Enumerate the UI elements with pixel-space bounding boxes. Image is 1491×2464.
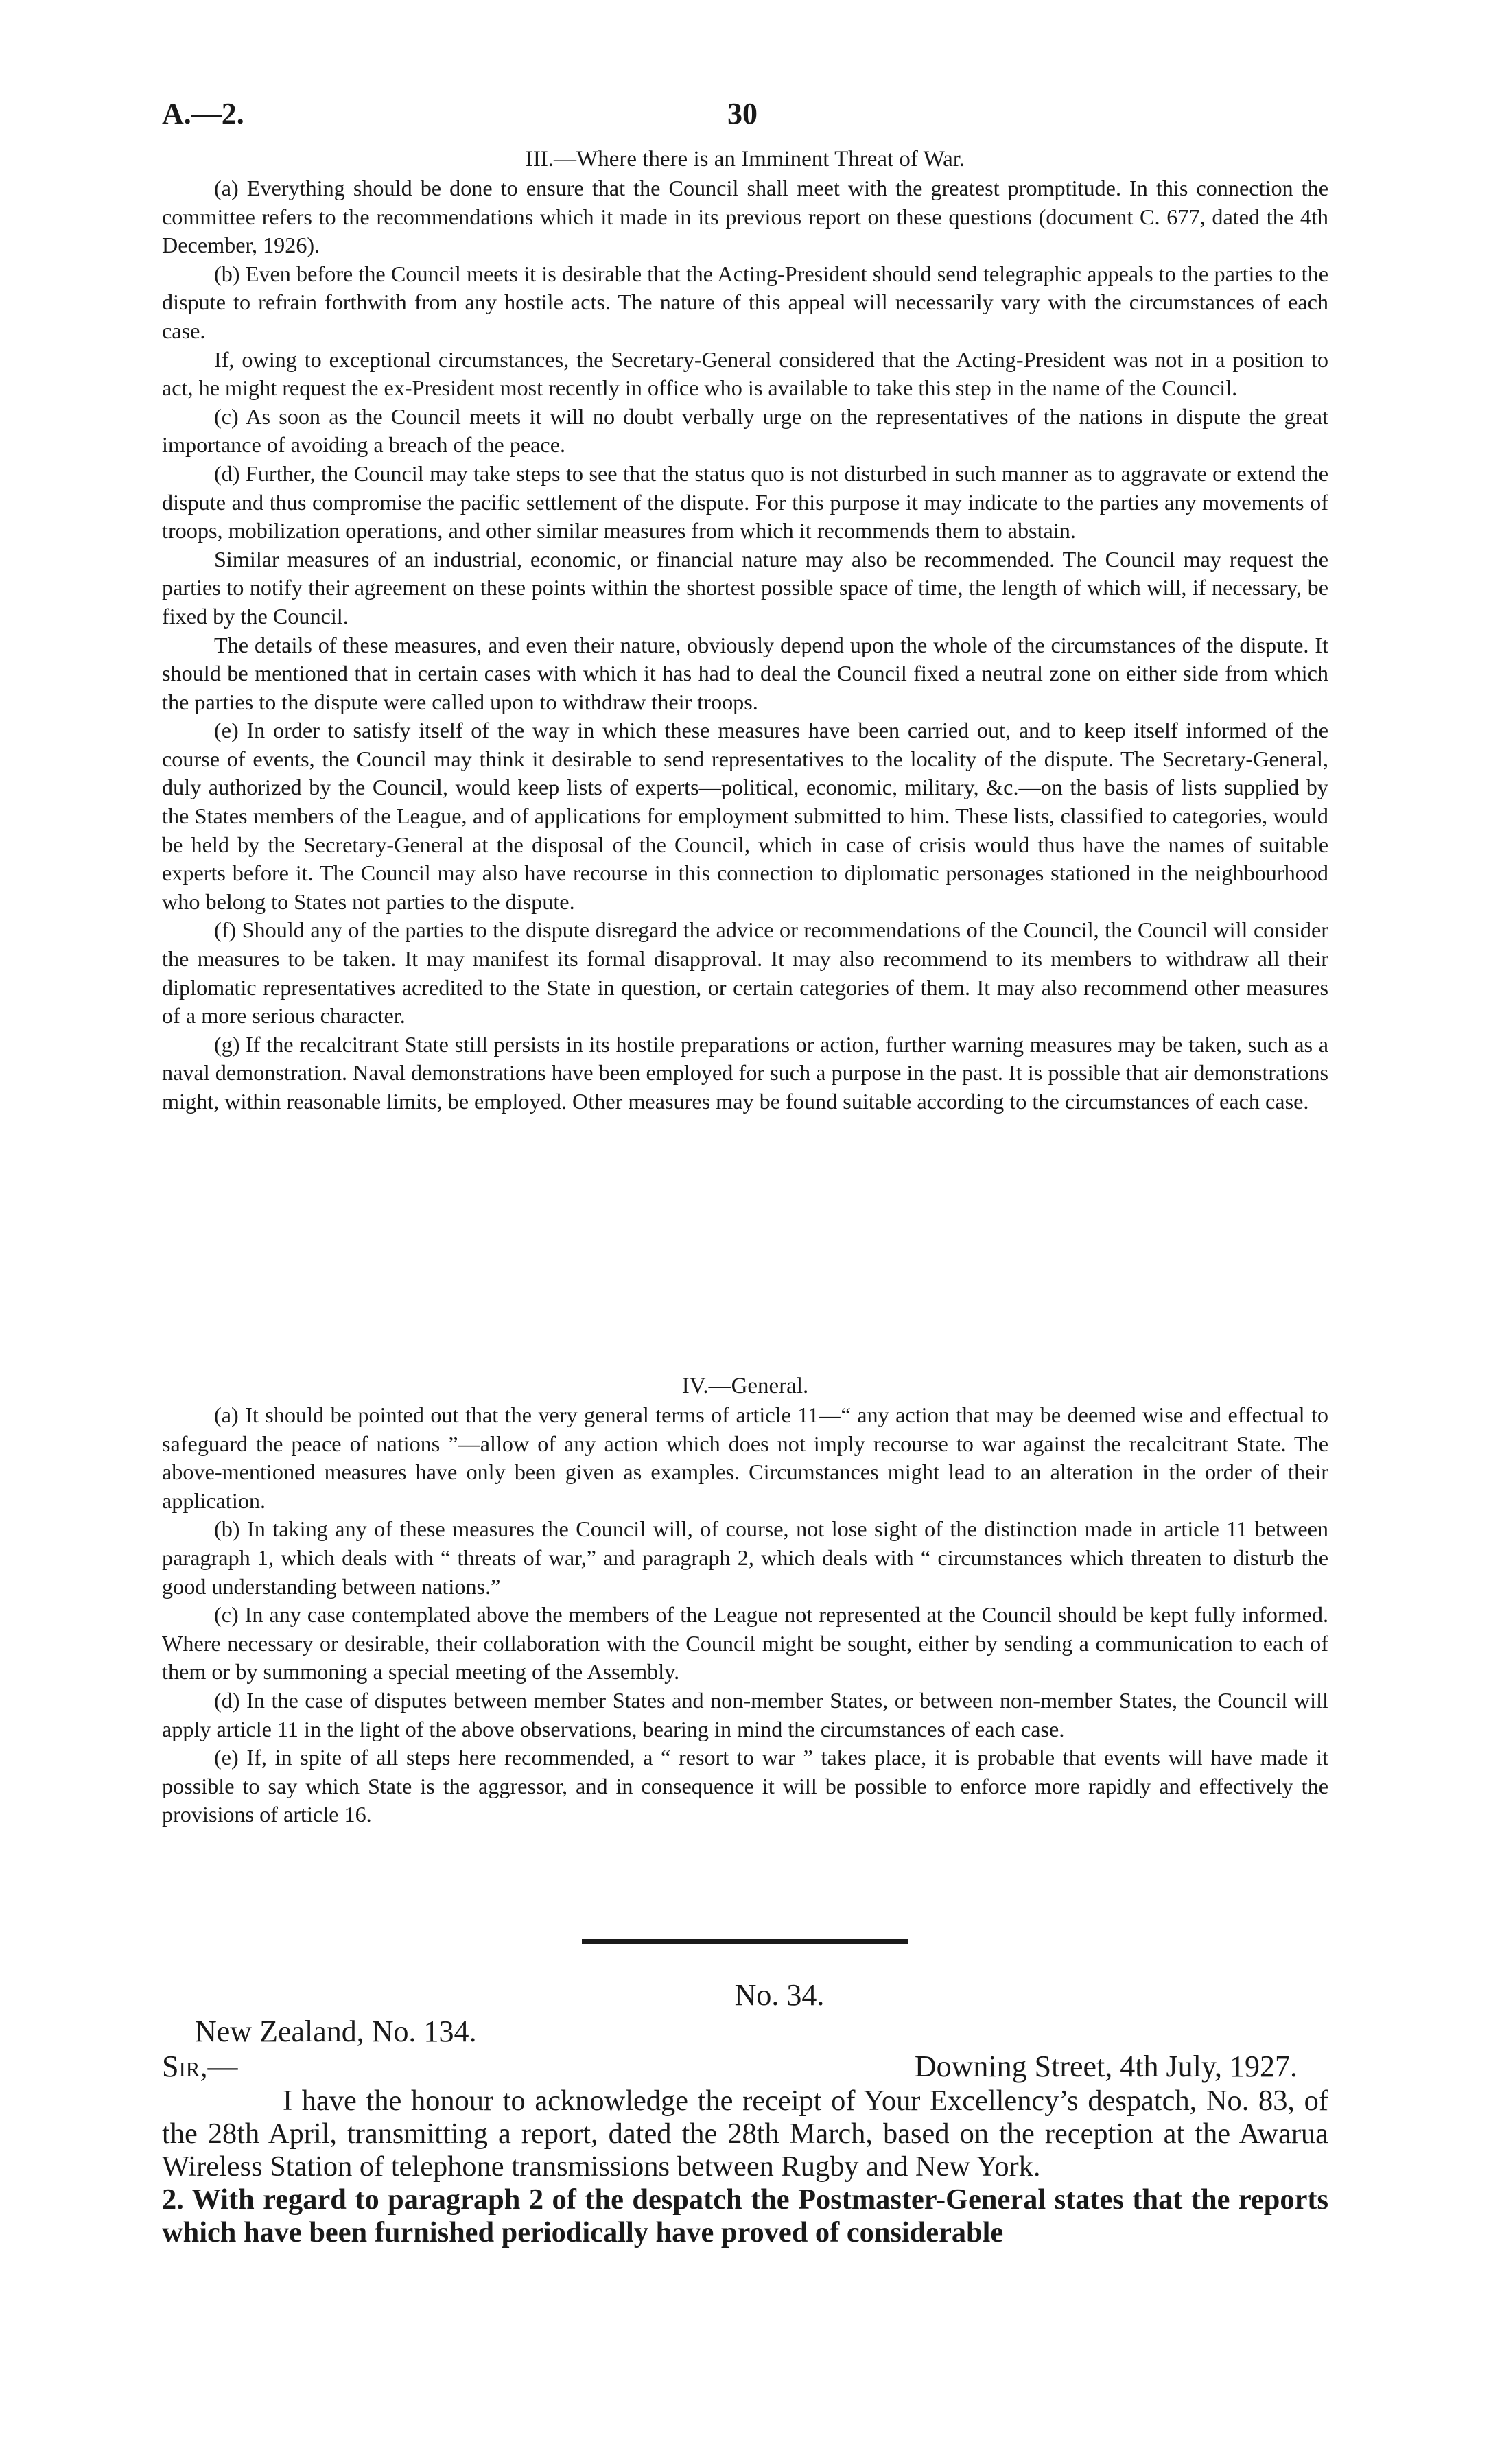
paragraph: (f) Should any of the parties to the dispute disregard the advice or recommendations of the Council, the Council will consider the measures to be taken. It may manifest its formal disapproval. It may also recommend to its members to withdraw all their diplomatic representatives acredited to the State in question, or certain categories of them. It may also recommend other measures of a more serious character. (162, 917, 1328, 1029)
paragraph: The details of these measures, and even their nature, obviously depend upon the whole of the circumstances of the dispute. It should be mentioned that in certain cases with which it has had to deal the Council fixed a neutral zone on either side from which the parties to the dispute were called upon to withdraw their troops. (162, 632, 1328, 714)
paragraph: (b) Even before the Council meets it is desirable that the Acting-President should send telegraphic appeals to the parties to the dispute to refrain forthwith from any hostile acts. The nature of this appeal will necessarily vary with the circumstances of each case. (162, 261, 1328, 343)
paragraph: (e) In order to satisfy itself of the way in which these measures have been carried out, and to keep itself informed of the course of events, the Council may think it desirable to send representatives to the locality of the dispute. The Secretary-General, duly authorized by the Council, would keep lists of experts—political, economic, military, &c.—on the basis of lists supplied by the States members of the League, and of applications for employment submitted to him. These lists, classified to categories, would be held by the Secretary-General at the disposal of the Council, which in case of crisis would thus have the names of suitable experts before it. The Council may also have recourse in this connection to diplomatic personages stationed in the neighbourhood who belong to States not parties to the dispute. (162, 718, 1328, 914)
letter-paragraph: I have the honour to acknowledge the receipt of Your Excellency’s despatch, No. 83, of the 28th April, transmitting a report, dated the 28th March, based on the reception at the Awarua Wireless Station of telephone transmissions between Rugby and New York. (162, 2085, 1328, 2183)
place-date: Downing Street, 4th July, 1927. (914, 2050, 1298, 2083)
paragraph: (d) In the case of disputes between member States and non-member States, or between non-member States, the Council will apply article 11 in the light of the above observations, bearing in mind the circumstances of each case. (162, 1687, 1328, 1741)
section-imminent-threat (162, 145, 1328, 1116)
section-heading: IV.—General. (681, 1374, 809, 1398)
paragraph: (b) In taking any of these measures the Council will, of course, not lose sight of the distinction made in article 11 between paragraph 1, which deals with “ threats of war,” and paragraph 2, which deals with “ circumstances which threaten to disturb the good understanding between nations.” (162, 1516, 1328, 1599)
paragraph: (c) As soon as the Council meets it will no doubt verbally urge on the representatives of the nations in dispute the great importance of avoiding a breach of the peace. (162, 403, 1328, 458)
paragraph: (a) It should be pointed out that the very general terms of article 11—“ any action that may be deemed wise and effectual to safeguard the peace of nations ”—allow of any action which does not imply recourse to war against the recalcitrant State. The above-mentioned measures have only been given as examples. Circumstances might lead to an alteration in the order of their application. (162, 1403, 1328, 1513)
page-number: 30 (727, 97, 758, 130)
document-reference: A.—2. (162, 97, 244, 130)
paragraph: (d) Further, the Council may take steps to see that the status quo is not disturbed in such manner as to aggravate or extend the dispute and thus compromise the pacific settlement of the dispute. For this purpose it may indicate to the parties any movements of troops, mobilization operations, and other similar measures from which it recommends them to abstain. (162, 460, 1328, 543)
paragraph: Similar measures of an industrial, economic, or financial nature may also be recommended. The Council may request the parties to notify their agreement on these points within the shortest possible space of time, the length of which will, if necessary, be fixed by the Council. (162, 546, 1328, 629)
paragraph: If, owing to exceptional circumstances, the Secretary-General considered that the Acting-President was not in a position to act, he might request the ex-President most recently in office who is available to take this step in the name of the Council. (162, 347, 1328, 401)
section-general (162, 1372, 1328, 1829)
paragraph: (a) Everything should be done to ensure that the Council shall meet with the greatest promptitude. In this connection the committee refers to the recommendations which it made in its previous report on these questions (document C. 677, dated the 4th December, 1926). (162, 176, 1328, 258)
salutation-row (162, 2049, 1328, 2085)
letter-no-34 (162, 1976, 1328, 2249)
letter-paragraph: 2. With regard to paragraph 2 of the despatch the Postmaster-General states that the reports which have been furnished periodically have proved of considerable (162, 2183, 1328, 2249)
paragraph: (e) If, in spite of all steps here recommended, a “ resort to war ” takes place, it is probable that events will have made it possible to say which State is the aggressor, and in consequence it will be possible to enforce more rapidly and effectively the provisions of article 16. (162, 1745, 1328, 1827)
letter-reference: New Zealand, No. 134. (195, 2015, 477, 2048)
salutation: Sir,— (162, 2050, 238, 2083)
section-heading: III.—Where there is an Imminent Threat of War. (525, 147, 965, 172)
paragraph: (g) If the recalcitrant State still persists in its hostile preparations or action, further warning measures may be taken, such as a naval demonstration. Naval demonstrations have been employed for such a purpose in the past. It is possible that air demonstrations might, within reasonable limits, be employed. Other measures may be found suitable according to the circumstances of each case. (162, 1031, 1328, 1114)
letter-number: No. 34. (734, 1978, 825, 2012)
page-header (0, 96, 1491, 137)
section-divider (582, 1939, 908, 1944)
paragraph: (c) In any case contemplated above the members of the League not represented at the Council should be kept fully informed. Where necessary or desirable, their collaboration with the Council might be sought, either by sending a communication to each of them or by summoning a special meeting of the Assembly. (162, 1602, 1328, 1685)
